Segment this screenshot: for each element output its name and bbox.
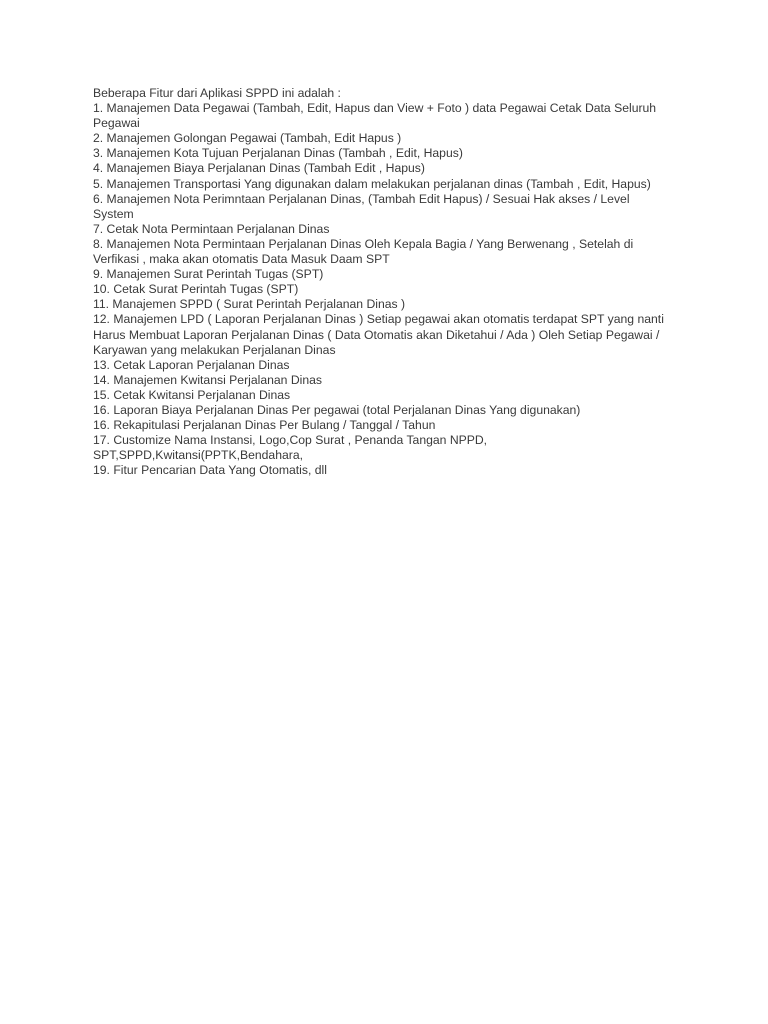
feature-item-19: 19. Fitur Pencarian Data Yang Otomatis, dll [93,463,327,478]
feature-item-12: 12. Manajemen LPD ( Laporan Perjalanan Dinas ) Setiap pegawai akan otomatis terdapat SPT yang nanti Harus Membuat Laporan Perjalanan Dinas ( Data Otomatis akan Diketahui / Ada ) Oleh Setiap Pegawai / Karyawan yang melakukan Perjalanan Dinas [93,312,664,357]
feature-list [93,101,673,478]
feature-item-16a: 16. Laporan Biaya Perjalanan Dinas Per pegawai (total Perjalanan Dinas Yang digunakan) [93,402,581,417]
feature-item-2: 2. Manajemen Golongan Pegawai (Tambah, Edit Hapus ) [93,131,402,146]
feature-item-14: 14. Manajemen Kwitansi Perjalanan Dinas [93,372,322,387]
feature-item-4: 4. Manajemen Biaya Perjalanan Dinas (Tambah Edit , Hapus) [93,161,425,176]
feature-item-9: 9. Manajemen Surat Perintah Tugas (SPT) [93,267,324,282]
feature-item-11: 11. Manajemen SPPD ( Surat Perintah Perjalanan Dinas ) [93,297,406,312]
feature-item-13: 13. Cetak Laporan Perjalanan Dinas [93,357,290,372]
feature-item-7: 7. Cetak Nota Permintaan Perjalanan Dinas [93,221,330,236]
feature-item-8: 8. Manajemen Nota Permintaan Perjalanan Dinas Oleh Kepala Bagia / Yang Berwenang , Setelah di Verfikasi , maka akan otomatis Data Masuk Daam SPT [93,236,634,267]
feature-item-3: 3. Manajemen Kota Tujuan Perjalanan Dinas (Tambah , Edit, Hapus) [93,146,463,161]
feature-item-5: 5. Manajemen Transportasi Yang digunakan dalam melakukan perjalanan dinas (Tambah , Edit, Hapus) [93,176,651,191]
feature-item-15: 15. Cetak Kwitansi Perjalanan Dinas [93,387,291,402]
feature-item-6: 6. Manajemen Nota Perimntaan Perjalanan Dinas, (Tambah Edit Hapus) / Sesuai Hak akses / Level System [93,191,630,221]
feature-item-1: 1. Manajemen Data Pegawai (Tambah, Edit, Hapus dan View + Foto ) data Pegawai Cetak Data Seluruh Pegawai [93,101,657,131]
intro-text: Beberapa Fitur dari Aplikasi SPPD ini adalah : [93,86,341,100]
document-page [93,86,673,478]
feature-item-10: 10. Cetak Surat Perintah Tugas (SPT) [93,282,299,297]
feature-item-16b: 16. Rekapitulasi Perjalanan Dinas Per Bulang / Tanggal / Tahun [93,418,436,433]
feature-item-17: 17. Customize Nama Instansi, Logo,Cop Surat , Penanda Tangan NPPD, SPT,SPPD,Kwitansi(PPTK,Bendahara, [93,433,488,463]
